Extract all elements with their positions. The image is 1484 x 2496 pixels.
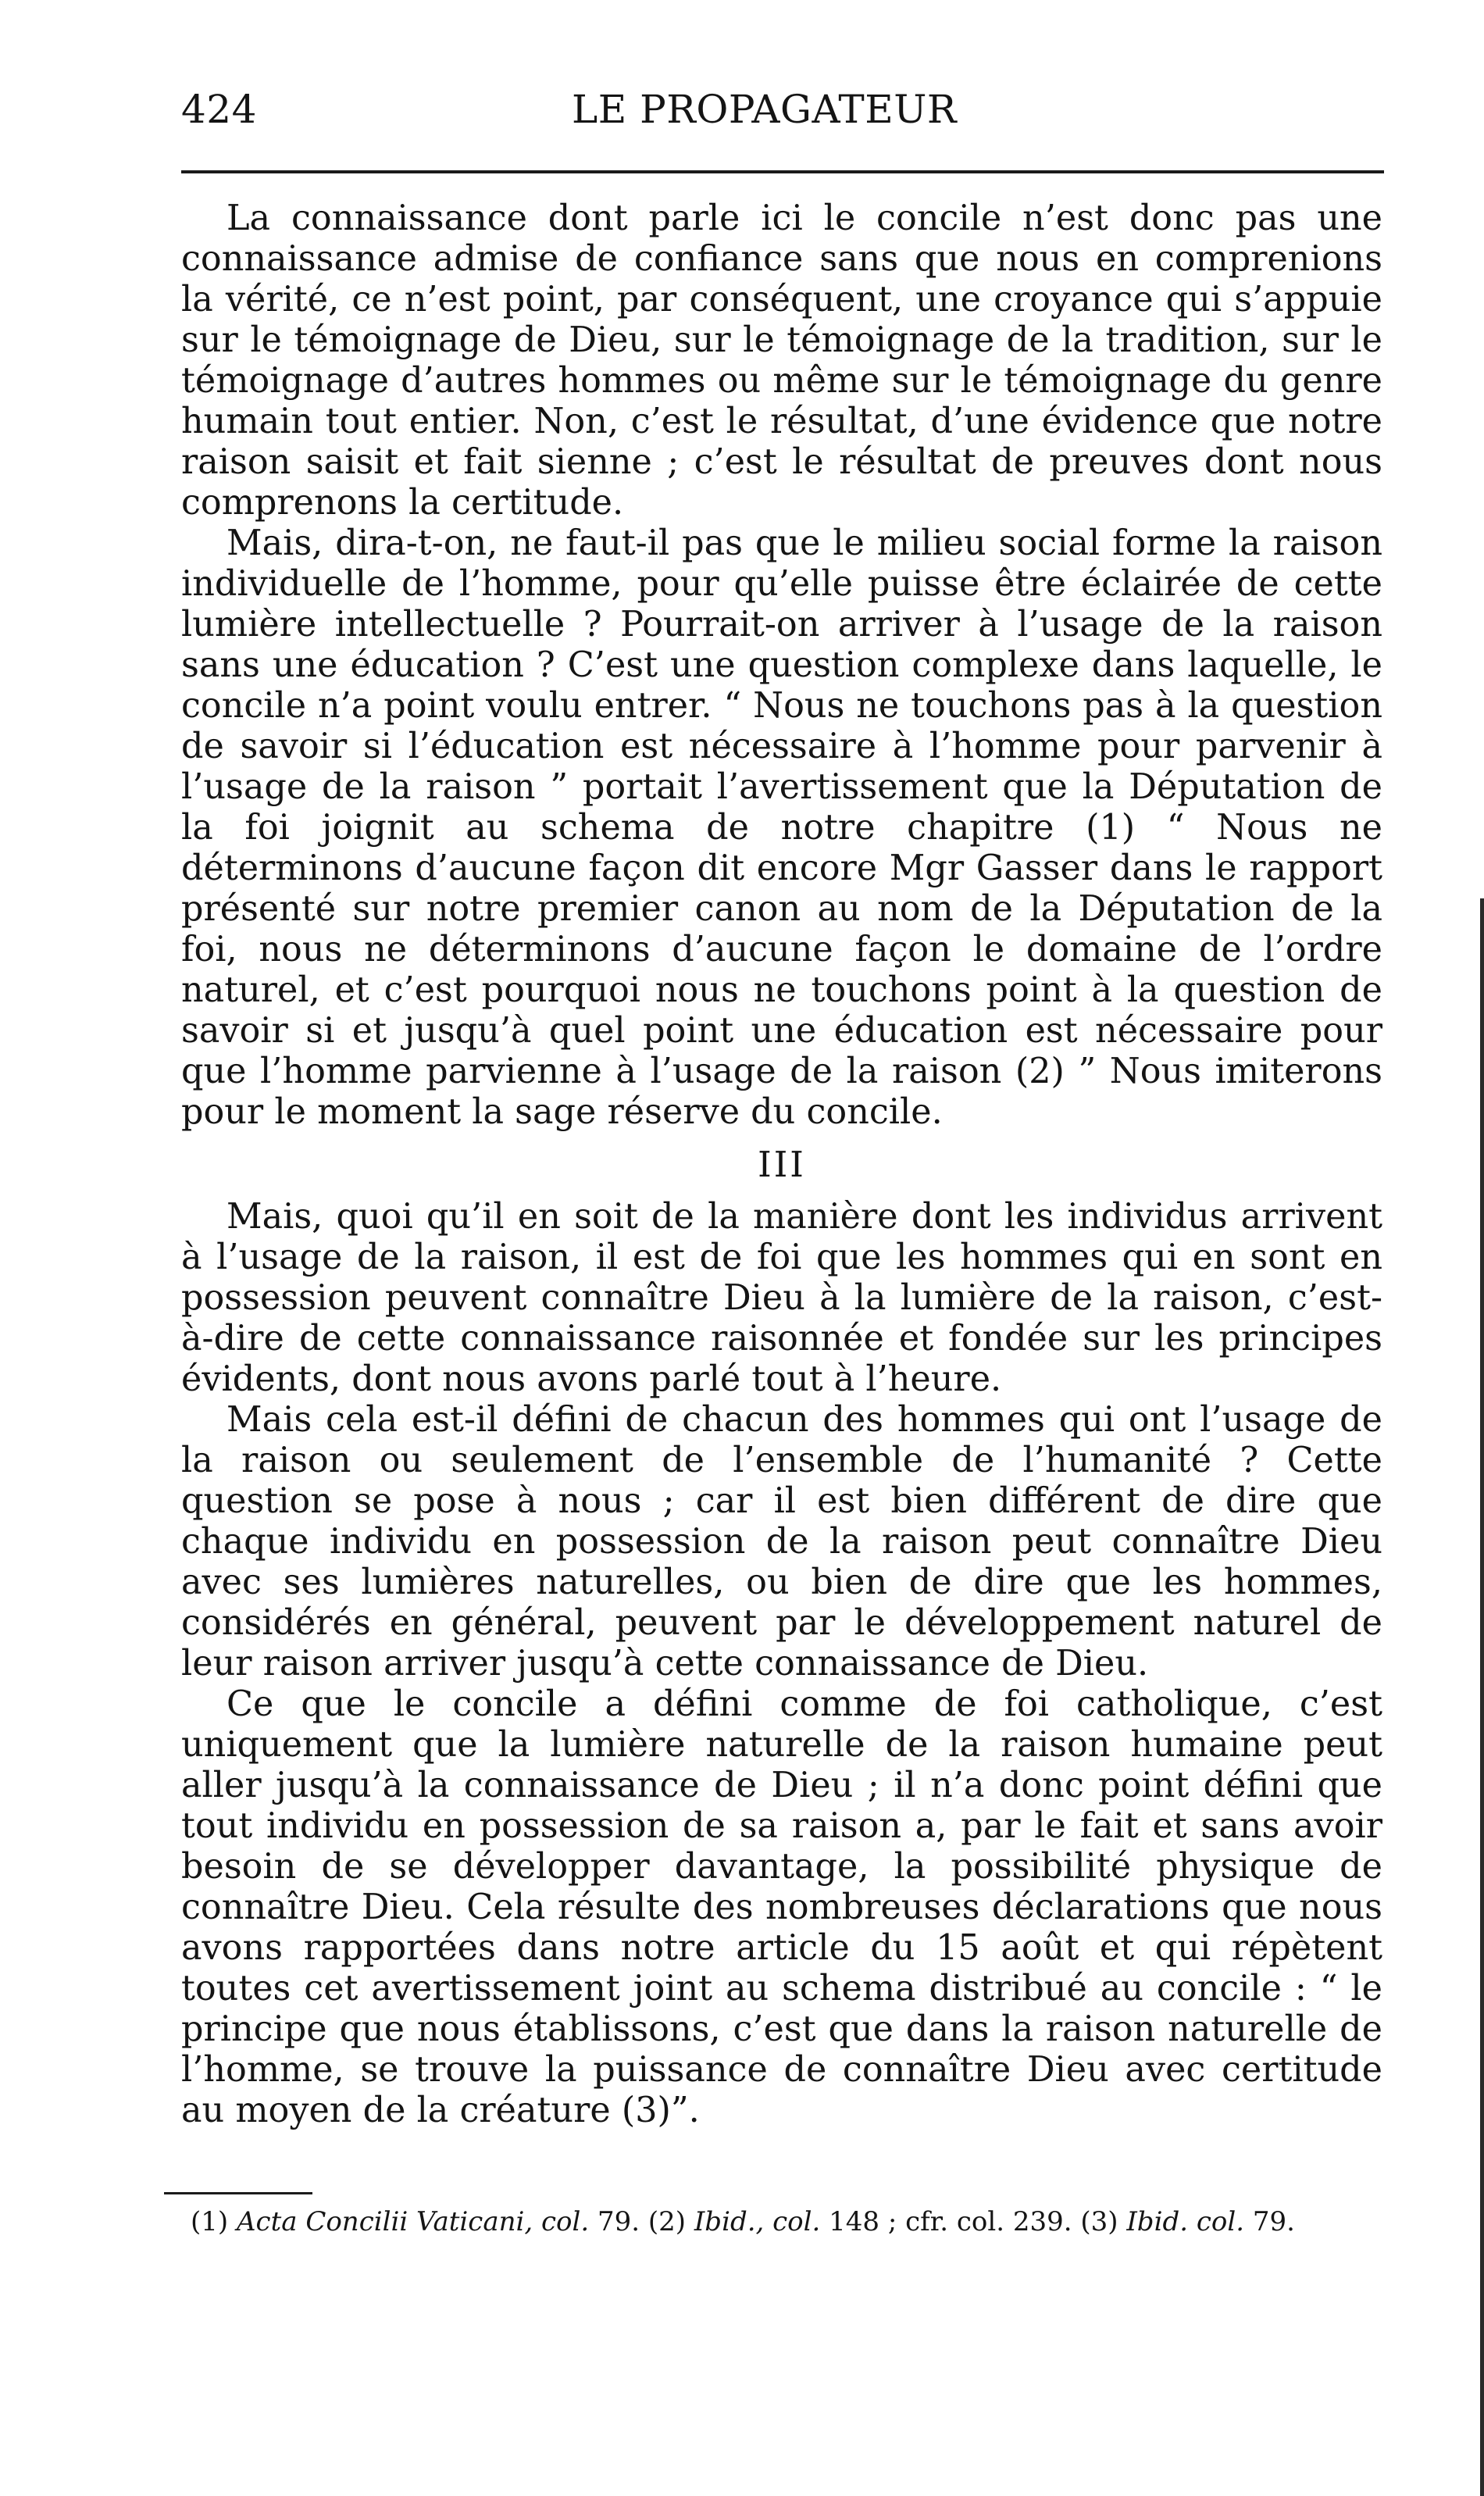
footnotes <box>191 2205 1393 2239</box>
running-title: LE PROPAGATEUR <box>572 87 957 132</box>
page-number: 424 <box>181 87 257 132</box>
paragraph: La connaissance dont parle ici le concile n’est donc pas une connaissance admise de confiance sans que nous en comprenions la vérité, ce n’est point, par conséquent, une croyance qui s’appuie sur le témoignage de Dieu, sur le témoignage de la tradition, sur le témoignage d’autres hommes ou même sur le témoignage du genre humain tout entier. Non, c’est le résultat, d’une évidence que notre raison saisit et fait sienne ; c’est le résultat de preuves dont nous comprenons la certitude. <box>181 198 1382 523</box>
section-heading: III <box>758 1145 806 1185</box>
footnote-citation: Ibid., col. <box>694 2206 821 2237</box>
paragraph: Ce que le concile a défini comme de foi catholique, c’est uniquement que la lumière naturelle de la raison humaine peut aller jusqu’à la connaissance de Dieu ; il n’a donc point défini que tout individu en possession de sa raison a, par le fait et sans avoir besoin de se développer davantage, la possibilité physique de connaître Dieu. Cela résulte des nombreuses déclarations que nous avons rapportées dans notre article du 15 août et qui répètent toutes cet avertissement joint au schema distribué au concile : “ le principe que nous établissons, c’est que dans la raison naturelle de l’homme, se trouve la puissance de connaître Dieu avec certitude au moyen de la créature (3)”. <box>181 1684 1382 2130</box>
page-header <box>181 78 1384 141</box>
footnote-ref: 148 ; cfr. col. 239. <box>829 2206 1072 2237</box>
header-rule <box>181 170 1384 173</box>
paragraph: Mais, dira-t-on, ne faut-il pas que le milieu social forme la raison individuelle de l’homme, pour qu’elle puisse être éclairée de cette lumière intellectuelle ? Pourrait-on arriver à l’usage de la raison sans une éducation ? C’est une question complexe dans laquelle, le concile n’a point voulu entrer. “ Nous ne touchons pas à la question de savoir si l’éducation est nécessaire à l’homme pour parvenir à l’usage de la raison ” portait l’avertissement que la Députation de la foi joignit au schema de notre chapitre (1) “ Nous ne déterminons d’aucune façon dit encore Mgr Gasser dans le rapport présenté sur notre premier canon au nom de la Députation de la foi, nous ne déterminons d’aucune façon le domaine de l’ordre naturel, et c’est pourquoi nous ne touchons point à la question de savoir si et jusqu’à quel point une éducation est nécessaire pour que l’homme parvienne à l’usage de la raison (2) ” Nous imiterons pour le moment la sage réserve du concile. <box>181 523 1382 1132</box>
paragraph: Mais cela est-il défini de chacun des hommes qui ont l’usage de la raison ou seulement de l’ensemble de l’humanité ? Cette question se pose à nous ; car il est bien différent de dire que chaque individu en possession de la raison peut connaître Dieu avec ses lumières naturelles, ou bien de dire que les hommes, considérés en général, peuvent par le développement naturel de leur raison arriver jusqu’à cette connaissance de Dieu. <box>181 1400 1382 1684</box>
footnote-citation: Ibid. col. <box>1126 2206 1245 2237</box>
footnote-mark: (1) <box>191 2206 229 2237</box>
paragraph: Mais, quoi qu’il en soit de la manière dont les individus arrivent à l’usage de la raison, il est de foi que les hommes qui en sont en possession peuvent connaître Dieu à la lumière de la raison, c’est-à-dire de cette connaissance raisonnée et fondée sur les principes évidents, dont nous avons parlé tout à l’heure. <box>181 1197 1382 1399</box>
page-edge-line <box>1480 898 1484 2496</box>
footnote-ref: 79. <box>1252 2206 1295 2237</box>
footnote-citation: Acta Concilii Vaticani, col. <box>236 2206 590 2237</box>
footnote-rule <box>164 2192 312 2194</box>
body-text <box>181 198 1382 2131</box>
footnote-mark: (2) <box>647 2206 687 2237</box>
footnote-ref: 79. <box>598 2206 640 2237</box>
footnote-mark: (3) <box>1080 2206 1118 2237</box>
